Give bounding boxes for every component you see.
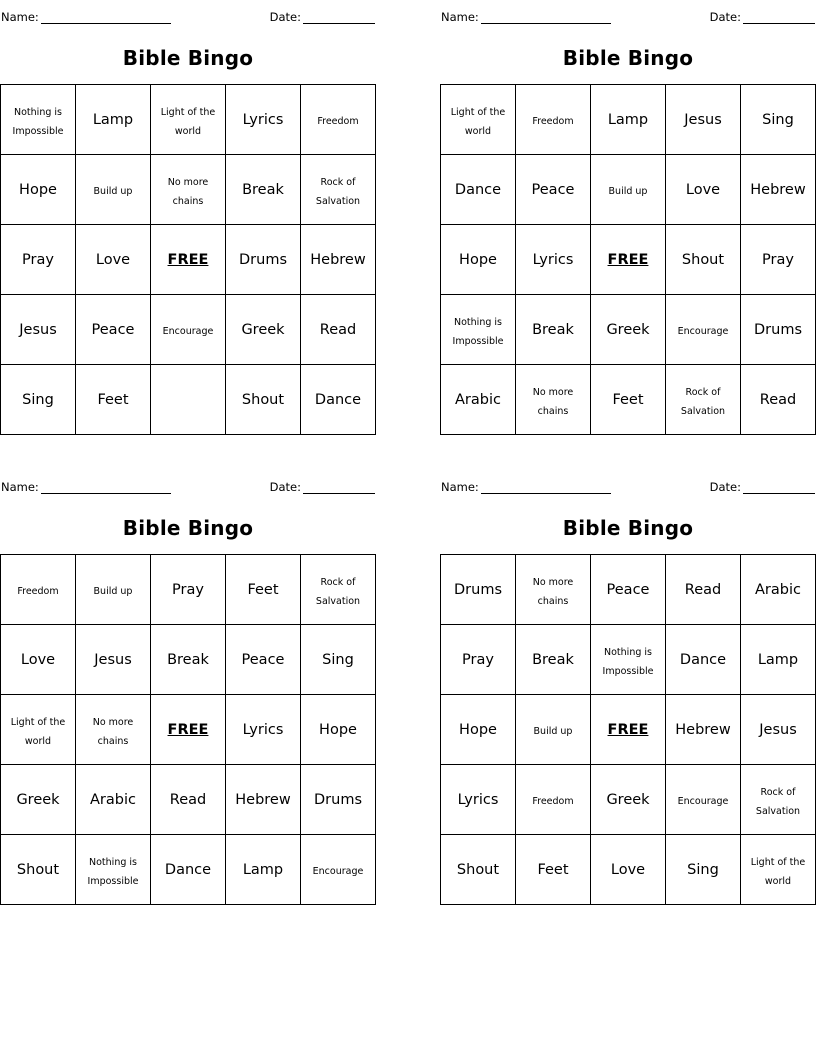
table-row — [441, 155, 816, 225]
table-row — [1, 225, 376, 295]
table-row — [441, 225, 816, 295]
bingo-cell[interactable]: Hope — [441, 695, 516, 765]
bingo-table-1-body — [1, 85, 376, 435]
table-row — [1, 625, 376, 695]
date-field-4[interactable] — [710, 480, 815, 494]
bingo-cell[interactable]: Feet — [516, 835, 591, 905]
bingo-cell[interactable]: Shout — [666, 225, 741, 295]
bingo-cell[interactable]: Greek — [1, 765, 76, 835]
bingo-cell[interactable]: Light of the world — [151, 85, 226, 155]
bingo-cell[interactable]: Arabic — [741, 555, 816, 625]
card-2-title: Bible Bingo — [562, 46, 694, 70]
bingo-cell[interactable]: Peace — [76, 295, 151, 365]
bingo-cell[interactable]: Feet — [226, 555, 301, 625]
bingo-cell[interactable]: Hebrew — [301, 225, 376, 295]
bingo-cell[interactable]: Drums — [226, 225, 301, 295]
bingo-cell[interactable]: Shout — [1, 835, 76, 905]
name-label: Name: — [441, 480, 479, 494]
date-field-1[interactable] — [270, 10, 375, 24]
bingo-cell[interactable]: Build up — [76, 555, 151, 625]
bingo-cell[interactable]: Freedom — [516, 85, 591, 155]
bingo-cell[interactable]: Dance — [301, 365, 376, 435]
name-field-1[interactable] — [1, 10, 171, 24]
bingo-cell[interactable]: Light of the world — [741, 835, 816, 905]
bingo-cell[interactable]: Freedom — [301, 85, 376, 155]
bingo-cell[interactable]: Build up — [591, 155, 666, 225]
bingo-cell[interactable]: Jesus — [741, 695, 816, 765]
bingo-cell[interactable]: Lyrics — [516, 225, 591, 295]
bingo-cell[interactable]: Encourage — [666, 295, 741, 365]
bingo-cell-free[interactable]: FREE — [591, 225, 666, 295]
date-label: Date: — [269, 10, 301, 24]
bingo-cell[interactable]: Lyrics — [226, 695, 301, 765]
bingo-cell[interactable]: Peace — [516, 155, 591, 225]
table-row — [441, 295, 816, 365]
bingo-cell[interactable]: Love — [591, 835, 666, 905]
card-1-meta — [0, 4, 376, 24]
bingo-table-1 — [0, 84, 376, 435]
bingo-cell[interactable]: Love — [666, 155, 741, 225]
bingo-cell[interactable]: Encourage — [301, 835, 376, 905]
name-write-line[interactable] — [481, 483, 611, 494]
date-label: Date: — [709, 10, 741, 24]
date-write-line[interactable] — [743, 483, 815, 494]
bingo-cell[interactable]: Read — [741, 365, 816, 435]
bingo-cell[interactable]: Build up — [516, 695, 591, 765]
name-label: Name: — [1, 480, 39, 494]
bingo-cell[interactable]: No more chains — [516, 365, 591, 435]
date-field-2[interactable] — [710, 10, 815, 24]
bingo-cell[interactable]: Nothing is Impossible — [76, 835, 151, 905]
bingo-cell[interactable]: Feet — [76, 365, 151, 435]
bingo-cell[interactable]: Read — [151, 765, 226, 835]
bingo-cell[interactable]: Rock of Salvation — [301, 555, 376, 625]
bingo-cell[interactable]: Break — [516, 295, 591, 365]
table-row — [1, 295, 376, 365]
bingo-cell[interactable]: Sing — [666, 835, 741, 905]
bingo-cell[interactable]: Feet — [591, 365, 666, 435]
bingo-cell[interactable]: Love — [76, 225, 151, 295]
card-1-title: Bible Bingo — [122, 46, 254, 70]
bingo-cell[interactable]: Drums — [441, 555, 516, 625]
bingo-cell[interactable]: Jesus — [1, 295, 76, 365]
bingo-cell[interactable]: Rock of Salvation — [741, 765, 816, 835]
card-3-title: Bible Bingo — [122, 516, 254, 540]
bingo-cell[interactable]: Jesus — [666, 85, 741, 155]
name-write-line[interactable] — [41, 483, 171, 494]
date-write-line[interactable] — [743, 13, 815, 24]
name-field-2[interactable] — [441, 10, 611, 24]
bingo-cell[interactable]: Hope — [1, 155, 76, 225]
date-label: Date: — [709, 480, 741, 494]
date-label: Date: — [269, 480, 301, 494]
bingo-cell[interactable]: Hebrew — [741, 155, 816, 225]
bingo-cell[interactable]: Lamp — [741, 625, 816, 695]
bingo-cell[interactable]: Lamp — [76, 85, 151, 155]
bingo-cell[interactable]: Lyrics — [226, 85, 301, 155]
date-write-line[interactable] — [303, 483, 375, 494]
card-4-meta — [440, 474, 816, 494]
table-row — [441, 765, 816, 835]
bingo-card-2 — [440, 0, 816, 470]
bingo-cell[interactable]: Lamp — [591, 85, 666, 155]
bingo-table-2-body — [441, 85, 816, 435]
bingo-table-3-body — [1, 555, 376, 905]
name-label: Name: — [441, 10, 479, 24]
bingo-cell[interactable]: Dance — [441, 155, 516, 225]
bingo-cell[interactable]: Hope — [301, 695, 376, 765]
table-row — [1, 555, 376, 625]
table-row — [1, 365, 376, 435]
table-row — [1, 155, 376, 225]
bingo-cell[interactable]: Hope — [441, 225, 516, 295]
bingo-card-1 — [0, 0, 376, 470]
bingo-cell-free[interactable]: FREE — [151, 225, 226, 295]
bingo-cell[interactable]: Sing — [1, 365, 76, 435]
bingo-cell[interactable]: Sing — [741, 85, 816, 155]
bingo-cell[interactable]: Shout — [226, 365, 301, 435]
bingo-cell[interactable]: Light of the world — [1, 695, 76, 765]
bingo-cell[interactable]: Arabic — [76, 765, 151, 835]
bingo-cell[interactable]: Lyrics — [441, 765, 516, 835]
bingo-cell[interactable]: Pray — [741, 225, 816, 295]
card-4-title: Bible Bingo — [562, 516, 694, 540]
bingo-cell-free[interactable]: FREE — [591, 695, 666, 765]
bingo-cell[interactable]: Greek — [591, 295, 666, 365]
bingo-cell[interactable]: Hebrew — [226, 765, 301, 835]
table-row — [441, 835, 816, 905]
bingo-table-4-body — [441, 555, 816, 905]
bingo-cell[interactable]: Freedom — [1, 555, 76, 625]
bingo-cell[interactable]: Love — [1, 625, 76, 695]
bingo-cell[interactable]: Break — [226, 155, 301, 225]
bingo-cell[interactable]: Nothing is Impossible — [1, 85, 76, 155]
bingo-cell[interactable]: Peace — [226, 625, 301, 695]
bingo-cell[interactable]: Greek — [591, 765, 666, 835]
bingo-cell[interactable]: Rock of Salvation — [301, 155, 376, 225]
bingo-cell[interactable]: Greek — [226, 295, 301, 365]
table-row — [441, 555, 816, 625]
bingo-cell[interactable]: Sing — [301, 625, 376, 695]
bingo-cell[interactable]: Hebrew — [666, 695, 741, 765]
bingo-cell[interactable] — [151, 365, 226, 435]
name-field-3[interactable] — [1, 480, 171, 494]
bingo-table-2 — [440, 84, 816, 435]
bingo-card-3 — [0, 470, 376, 905]
date-field-3[interactable] — [270, 480, 375, 494]
bingo-cell[interactable]: Encourage — [151, 295, 226, 365]
table-row — [1, 85, 376, 155]
bingo-cell[interactable]: Read — [666, 555, 741, 625]
bingo-cell[interactable]: Light of the world — [441, 85, 516, 155]
bingo-cell[interactable]: Read — [301, 295, 376, 365]
name-write-line[interactable] — [481, 13, 611, 24]
bingo-cell[interactable]: Break — [151, 625, 226, 695]
table-row — [441, 695, 816, 765]
bingo-cell[interactable]: Pray — [151, 555, 226, 625]
name-write-line[interactable] — [41, 13, 171, 24]
bingo-cell[interactable]: Drums — [301, 765, 376, 835]
table-row — [1, 835, 376, 905]
table-row — [1, 695, 376, 765]
table-row — [441, 365, 816, 435]
table-row — [1, 765, 376, 835]
bingo-cell[interactable]: Nothing is Impossible — [441, 295, 516, 365]
bingo-cell[interactable]: Nothing is Impossible — [591, 625, 666, 695]
bingo-card-4 — [440, 470, 816, 905]
bingo-cell[interactable]: Dance — [666, 625, 741, 695]
bingo-cell[interactable]: Freedom — [516, 765, 591, 835]
bingo-table-4 — [440, 554, 816, 905]
bingo-cell[interactable]: Pray — [1, 225, 76, 295]
bingo-table-3 — [0, 554, 376, 905]
bingo-cell[interactable]: No more chains — [151, 155, 226, 225]
bingo-cell[interactable]: Dance — [151, 835, 226, 905]
date-write-line[interactable] — [303, 13, 375, 24]
table-row — [441, 625, 816, 695]
bingo-cell[interactable]: Pray — [441, 625, 516, 695]
bingo-cell[interactable]: Shout — [441, 835, 516, 905]
bingo-cell[interactable]: Drums — [741, 295, 816, 365]
bingo-cell[interactable]: Encourage — [666, 765, 741, 835]
card-3-meta — [0, 474, 376, 494]
bingo-cell[interactable]: Arabic — [441, 365, 516, 435]
bingo-cell[interactable]: Jesus — [76, 625, 151, 695]
bingo-cell[interactable]: Lamp — [226, 835, 301, 905]
bingo-cell-free[interactable]: FREE — [151, 695, 226, 765]
bingo-cell[interactable]: Build up — [76, 155, 151, 225]
table-row — [441, 85, 816, 155]
bingo-cell[interactable]: No more chains — [76, 695, 151, 765]
name-field-4[interactable] — [441, 480, 611, 494]
bingo-cell[interactable]: Peace — [591, 555, 666, 625]
bingo-cell[interactable]: Rock of Salvation — [666, 365, 741, 435]
name-label: Name: — [1, 10, 39, 24]
bingo-cell[interactable]: No more chains — [516, 555, 591, 625]
card-2-meta — [440, 4, 816, 24]
bingo-cell[interactable]: Break — [516, 625, 591, 695]
